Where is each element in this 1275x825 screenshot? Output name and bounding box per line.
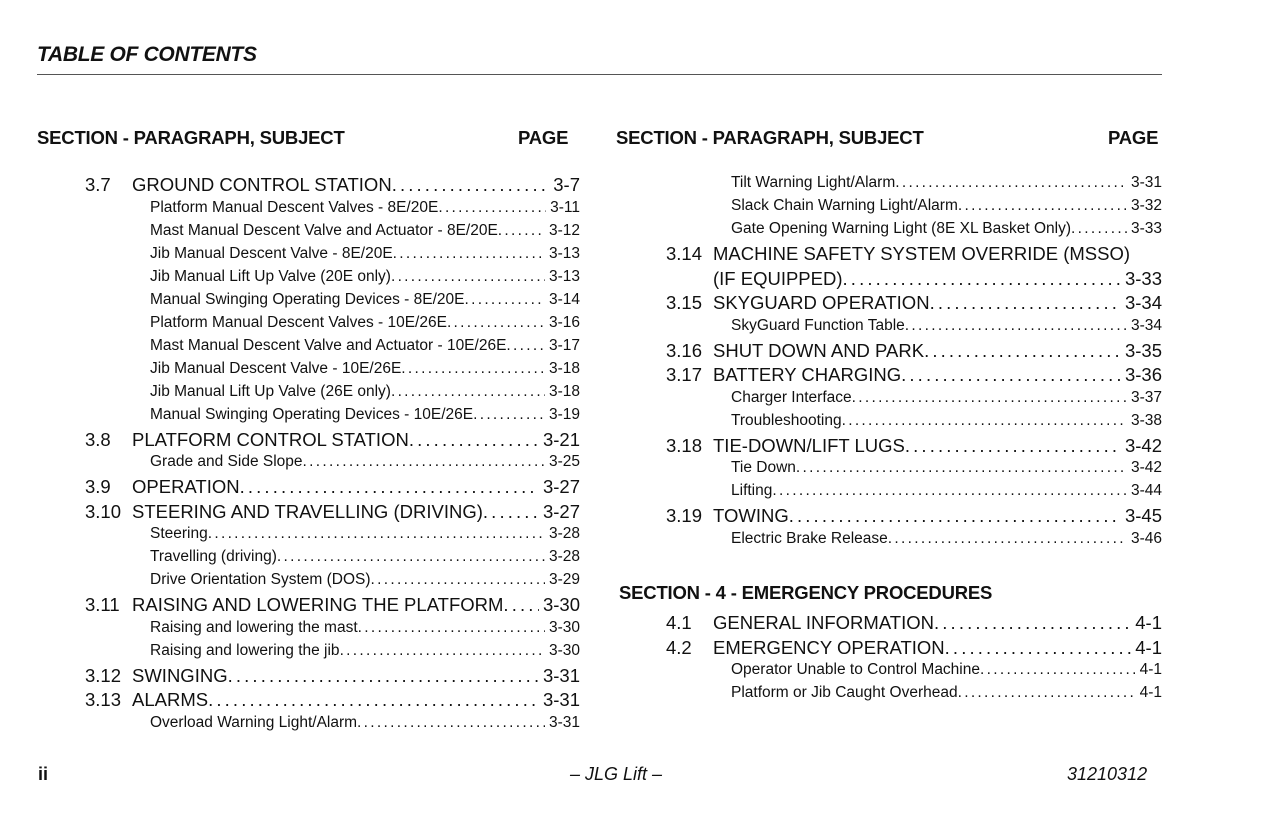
toc-entry[interactable]	[85, 619, 580, 643]
toc-entry[interactable]	[666, 530, 1162, 554]
toc-entry-number: 4.2	[666, 636, 692, 658]
toc-entry-title: SWINGING	[132, 664, 228, 686]
toc-entry-title: Lifting	[731, 482, 773, 499]
toc-leader-dots	[357, 714, 545, 732]
toc-leader-dots	[958, 684, 1136, 702]
toc-entry[interactable]	[666, 174, 1162, 198]
footer-page-number: ii	[38, 764, 49, 784]
toc-entry-page: 3-37	[1130, 388, 1162, 406]
toc-entry-page: 3-29	[548, 571, 580, 588]
toc-entry-page: 3-30	[548, 618, 580, 636]
toc-entry-title: SHUT DOWN AND PARK	[713, 339, 925, 361]
toc-entry-title: Troubleshooting	[731, 411, 842, 429]
header-divider	[37, 74, 1162, 75]
toc-leader-dots	[498, 222, 545, 240]
toc-entry[interactable]	[85, 525, 580, 549]
toc-leader-dots	[464, 291, 544, 309]
toc-entry-title: (IF EQUIPPED)	[713, 267, 843, 289]
toc-entry-title: Overload Warning Light/Alarm	[150, 713, 358, 731]
toc-entry[interactable]	[85, 571, 580, 595]
toc-entry[interactable]	[85, 199, 580, 223]
toc-entry-page: 3-28	[548, 548, 580, 565]
toc-entry[interactable]	[85, 594, 580, 618]
toc-entry-page: 4-1	[1135, 636, 1162, 658]
toc-entry-title: Platform or Jib Caught Overhead	[731, 684, 958, 701]
toc-entry-number: 3.10	[85, 500, 122, 522]
toc-leader-dots	[924, 340, 1121, 362]
toc-entry-page: 3-30	[548, 641, 580, 659]
toc-entry-page: 3-45	[1124, 505, 1162, 526]
toc-entry-title: Platform Manual Descent Valves - 10E/26E	[150, 313, 447, 331]
right-column-heading	[616, 127, 1162, 149]
section4-heading: SECTION - 4 - EMERGENCY PROCEDURES	[619, 582, 993, 603]
toc-entry[interactable]	[666, 317, 1162, 341]
toc-entry[interactable]	[666, 220, 1162, 244]
toc-entry-number: 3.11	[85, 594, 120, 615]
toc-leader-dots	[303, 453, 545, 471]
toc-entry[interactable]	[666, 459, 1162, 483]
toc-entry-number: 3.18	[666, 434, 703, 456]
toc-leader-dots	[843, 268, 1121, 290]
toc-entry-title: ALARMS	[132, 689, 209, 710]
toc-entry[interactable]	[666, 268, 1162, 292]
toc-entry-page: 3-30	[542, 594, 580, 615]
toc-entry[interactable]	[666, 684, 1162, 708]
toc-entry-title: Mast Manual Descent Valve and Actuator - 8E/20E	[150, 221, 498, 239]
toc-leader-dots	[391, 383, 545, 401]
toc-entry-title: Manual Swinging Operating Devices - 8E/20E	[150, 290, 465, 308]
toc-entry-title: RAISING AND LOWERING THE PLATFORM	[132, 594, 504, 615]
toc-entry[interactable]	[666, 243, 1162, 267]
toc-entry-page: 3-32	[1130, 197, 1162, 214]
toc-entry-page: 3-27	[542, 476, 580, 497]
toc-entry-title: EMERGENCY OPERATION	[713, 636, 945, 658]
toc-entry[interactable]	[85, 222, 580, 246]
toc-leader-dots	[1071, 220, 1127, 238]
toc-leader-dots	[905, 317, 1127, 335]
toc-entry-title: SkyGuard Function Table	[731, 316, 905, 334]
left-heading-label: SECTION - PARAGRAPH, SUBJECT	[37, 127, 345, 148]
toc-entry-page: 3-46	[1130, 529, 1162, 547]
toc-entry[interactable]	[85, 642, 580, 666]
toc-entry-page: 4-1	[1139, 684, 1162, 701]
toc-entry[interactable]	[85, 314, 580, 338]
toc-leader-dots	[438, 199, 546, 217]
toc-leader-dots	[852, 389, 1127, 407]
toc-leader-dots	[409, 429, 539, 451]
toc-entry-number: 3.15	[666, 292, 703, 313]
toc-leader-dots	[842, 412, 1127, 430]
toc-entry-title: Grade and Side Slope	[150, 453, 303, 470]
toc-entry[interactable]	[666, 340, 1162, 364]
toc-leader-dots	[393, 245, 545, 263]
toc-entry-title: PLATFORM CONTROL STATION	[132, 428, 409, 450]
toc-entry-title: Manual Swinging Operating Devices - 10E/26E	[150, 405, 474, 423]
toc-entry-title: GROUND CONTROL STATION	[132, 174, 392, 195]
toc-entry[interactable]	[666, 435, 1162, 459]
toc-leader-dots	[905, 435, 1121, 457]
toc-entry-title: Operator Unable to Control Machine	[731, 661, 980, 678]
toc-entry-page: 3-13	[548, 267, 580, 285]
toc-entry[interactable]	[85, 245, 580, 269]
toc-entry-number: 3.12	[85, 664, 122, 686]
page-title: TABLE OF CONTENTS	[37, 43, 257, 66]
toc-entry-title: Jib Manual Descent Valve - 8E/20E	[150, 244, 393, 262]
toc-entry-page: 3-33	[1130, 220, 1162, 237]
toc-leader-dots	[958, 197, 1127, 215]
toc-entry-title: BATTERY CHARGING	[713, 364, 902, 385]
toc-entry-page: 3-34	[1130, 316, 1162, 334]
toc-leader-dots	[789, 505, 1121, 527]
left-page-label: PAGE	[518, 127, 569, 148]
toc-entry-page: 3-14	[548, 290, 580, 308]
toc-entry-number: 3.7	[85, 174, 111, 195]
toc-entry[interactable]	[85, 548, 580, 572]
toc-entry[interactable]	[666, 482, 1162, 506]
toc-entry-title: Drive Orientation System (DOS)	[150, 571, 371, 588]
toc-entry[interactable]	[666, 612, 1162, 636]
toc-entry-page: 3-18	[548, 359, 580, 377]
toc-entry-title: OPERATION	[132, 476, 240, 497]
toc-entry-title: Gate Opening Warning Light (8E XL Basket Only)	[731, 220, 1072, 237]
toc-entry[interactable]	[85, 689, 580, 713]
toc-leader-dots	[392, 174, 550, 196]
toc-entry[interactable]	[85, 337, 580, 361]
toc-leader-dots	[208, 689, 539, 711]
toc-entry-title: Jib Manual Lift Up Valve (20E only)	[150, 267, 391, 285]
toc-leader-dots	[901, 364, 1121, 386]
toc-entry[interactable]	[85, 383, 580, 407]
toc-entry[interactable]	[85, 360, 580, 384]
left-column-heading	[37, 127, 569, 149]
toc-entry-page: 3-34	[1124, 292, 1162, 313]
toc-leader-dots	[980, 661, 1136, 679]
toc-leader-dots	[358, 619, 545, 637]
toc-entry[interactable]	[666, 661, 1162, 685]
toc-entry-page: 4-1	[1139, 661, 1162, 678]
toc-leader-dots	[277, 548, 545, 566]
toc-entry-number: 3.19	[666, 505, 703, 526]
toc-entry-number: 3.17	[666, 364, 703, 385]
toc-leader-dots	[240, 476, 539, 498]
toc-leader-dots	[945, 637, 1132, 659]
toc-entry-page: 3-35	[1124, 339, 1162, 361]
toc-leader-dots	[796, 459, 1127, 477]
toc-entry-title: TOWING	[713, 505, 789, 526]
toc-entry-page: 3-13	[548, 244, 580, 262]
toc-entry[interactable]	[666, 197, 1162, 221]
toc-entry-page: 3-27	[542, 500, 580, 522]
toc-entry-title: Charger Interface	[731, 388, 852, 406]
toc-entry-title: MACHINE SAFETY SYSTEM OVERRIDE (MSSO)	[713, 243, 1130, 264]
toc-entry-page: 3-31	[548, 713, 580, 731]
toc-entry-number: 4.1	[666, 612, 692, 633]
toc-entry-number: 3.9	[85, 476, 111, 497]
toc-entry[interactable]	[85, 453, 580, 477]
toc-entry-title: Raising and lowering the jib	[150, 641, 340, 659]
toc-entry-number: 3.16	[666, 339, 703, 361]
toc-entry[interactable]	[666, 292, 1162, 316]
toc-entry-title: GENERAL INFORMATION	[713, 612, 934, 633]
toc-entry-title: Travelling (driving)	[150, 548, 277, 565]
toc-leader-dots	[401, 360, 545, 378]
right-page-label: PAGE	[1108, 127, 1159, 148]
toc-entry[interactable]	[85, 714, 580, 738]
toc-entry[interactable]	[85, 406, 580, 430]
toc-leader-dots	[483, 501, 539, 523]
toc-entry[interactable]	[85, 429, 580, 453]
toc-leader-dots	[228, 665, 539, 687]
toc-entry-page: 3-36	[1124, 364, 1162, 385]
toc-leader-dots	[447, 314, 545, 332]
toc-entry-title: TIE-DOWN/LIFT LUGS	[713, 434, 905, 456]
toc-leader-dots	[506, 337, 545, 355]
toc-entry[interactable]	[666, 389, 1162, 413]
toc-entry-title: SKYGUARD OPERATION	[713, 292, 930, 313]
toc-entry-title: Jib Manual Lift Up Valve (26E only)	[150, 382, 391, 400]
toc-entry-title: Slack Chain Warning Light/Alarm	[731, 197, 958, 214]
toc-entry-page: 3-31	[542, 689, 580, 710]
toc-entry-page: 3-28	[548, 525, 580, 542]
toc-entry[interactable]	[85, 501, 580, 525]
toc-leader-dots	[772, 482, 1127, 500]
toc-leader-dots	[934, 612, 1131, 634]
toc-entry-number: 3.14	[666, 243, 703, 264]
toc-entry[interactable]	[85, 268, 580, 292]
toc-entry-page: 3-21	[542, 428, 580, 450]
toc-entry-page: 3-18	[548, 382, 580, 400]
toc-leader-dots	[503, 594, 539, 616]
toc-entry[interactable]	[666, 505, 1162, 529]
toc-entry-title: Tilt Warning Light/Alarm	[731, 174, 896, 191]
toc-entry-title: Tie Down	[731, 459, 796, 476]
toc-entry-page: 3-44	[1130, 482, 1162, 499]
toc-entry[interactable]	[85, 665, 580, 689]
toc-entry-title: Raising and lowering the mast	[150, 618, 358, 636]
toc-entry[interactable]	[666, 637, 1162, 661]
toc-entry-number: 3.13	[85, 689, 122, 710]
toc-entry-page: 3-19	[548, 405, 580, 423]
toc-entry-page: 3-42	[1124, 434, 1162, 456]
toc-entry-page: 4-1	[1135, 612, 1162, 633]
toc-entry-page: 3-38	[1130, 411, 1162, 429]
toc-entry-page: 3-31	[1130, 174, 1162, 191]
toc-entry[interactable]	[666, 364, 1162, 388]
footer-document-code: 31210312	[1067, 764, 1148, 784]
toc-leader-dots	[371, 571, 545, 589]
toc-leader-dots	[208, 525, 545, 543]
toc-entry-page: 3-42	[1130, 459, 1162, 476]
toc-entry-title: Mast Manual Descent Valve and Actuator - 10E/26E	[150, 336, 507, 354]
toc-entry[interactable]	[85, 174, 580, 198]
toc-entry-page: 3-31	[542, 664, 580, 686]
toc-entry-title: Steering	[150, 525, 208, 542]
toc-leader-dots	[340, 642, 545, 660]
footer-title: – JLG Lift –	[570, 764, 663, 784]
toc-entry-page: 3-25	[548, 453, 580, 470]
toc-entry-title: STEERING AND TRAVELLING (DRIVING)	[132, 500, 483, 522]
toc-leader-dots	[473, 406, 545, 424]
toc-entry-page: 3-17	[548, 336, 580, 354]
toc-entry-title: Platform Manual Descent Valves - 8E/20E	[150, 198, 439, 216]
toc-leader-dots	[895, 174, 1127, 192]
right-heading-label: SECTION - PARAGRAPH, SUBJECT	[616, 127, 924, 148]
toc-leader-dots	[391, 268, 545, 286]
toc-entry-page: 3-33	[1124, 267, 1162, 289]
toc-entry[interactable]	[85, 476, 580, 500]
toc-leader-dots	[888, 530, 1127, 548]
toc-entry-page: 3-12	[548, 221, 580, 239]
toc-entry-number: 3.8	[85, 428, 111, 450]
toc-entry-page: 3-16	[548, 313, 580, 331]
toc-leader-dots	[930, 292, 1121, 314]
toc-entry-title: Electric Brake Release	[731, 529, 888, 547]
toc-entry[interactable]	[666, 412, 1162, 436]
toc-entry-page: 3-7	[553, 174, 580, 195]
toc-entry-page: 3-11	[550, 198, 580, 216]
toc-entry[interactable]	[85, 291, 580, 315]
toc-entry-title: Jib Manual Descent Valve - 10E/26E	[150, 359, 402, 377]
